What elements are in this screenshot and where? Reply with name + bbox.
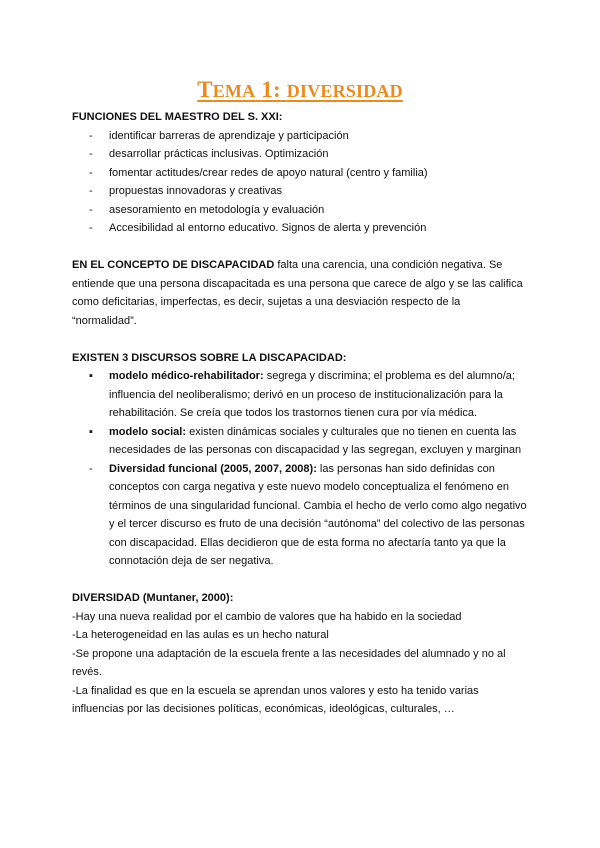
list-item: - propuestas innovadoras y creativas [72,182,528,201]
content-body [72,108,528,719]
dash-bullet: - [89,222,93,234]
discursos-list [72,367,528,571]
funciones-list [72,127,528,238]
diversidad-line: -La heterogeneidad en las aulas es un hecho natural [72,629,329,641]
list-item: - Accesibilidad al entorno educativo. Signos de alerta y prevención [72,219,528,238]
list-item: - identificar barreras de aprendizaje y participación [72,127,528,146]
list-item: ▪ modelo social: existen dinámicas sociales y culturales que no tienen en cuenta las necesidades de las personas con discapacidad y las segregan, excluyen y marginan [72,423,528,460]
section-heading-funciones: FUNCIONES DEL MAESTRO DEL S. XXI: [72,111,283,123]
dash-bullet: - [89,462,93,475]
square-bullet-icon: ▪ [89,425,93,438]
section-heading-diversidad: DIVERSIDAD (Muntaner, 2000): [72,592,234,604]
diversidad-line: -La finalidad es que en la escuela se aprendan unos valores y esto ha tenido varias influencias por las decisiones políticas, económicas, ideológicas, culturales, … [72,684,479,715]
dash-bullet: - [89,166,93,179]
discapacidad-paragraph: EN EL CONCEPTO DE DISCAPACIDAD falta una carencia, una condición negativa. Se entiende que una persona discapacitada es una persona que carece de algo y se las califica como deficitarias, imperfectas, es decir, sujetas a una desviación respecto de la “normalidad”. [72,259,523,327]
dash-bullet: - [89,185,93,197]
dash-bullet: - [89,148,93,160]
list-item: - asesoramiento en metodología y evaluación [72,201,528,220]
page-title: TEMA 1: DIVERSIDAD [197,77,403,102]
list-item: ▪ modelo médico-rehabilitador: segrega y discrimina; el problema es del alumno/a; influencia del neoliberalismo; derivó en un proceso de institucionalización para la rehabilitación. Se creía que todos los trastornos tienen cura por vía médica. [72,367,528,423]
list-item: - Diversidad funcional (2005, 2007, 2008): las personas han sido definidas con conceptos con carga negativa y este nuevo modelo conceptualiza el fenómeno en términos de una singularidad funcional. Cambia el hecho de verlo como algo negativo y el tercer discurso es fruto de una decisión “autónoma” del colectivo de las personas con discapacidad. Ellas decidieron que de esta forma no afectaría tanto ya que la connotación deja de ser negativa. [72,460,528,571]
diversidad-line: -Hay una nueva realidad por el cambio de valores que ha habido en la sociedad [72,610,462,623]
square-bullet-icon: ▪ [89,370,93,382]
dash-bullet: - [89,129,93,142]
diversidad-line: -Se propone una adaptación de la escuela frente a las necesidades del alumnado y no al revés. [72,647,506,678]
section-heading-discursos: EXISTEN 3 DISCURSOS SOBRE LA DISCAPACIDAD: [72,351,347,364]
list-item: - desarrollar prácticas inclusivas. Optimización [72,145,528,164]
list-item: - fomentar actitudes/crear redes de apoyo natural (centro y familia) [72,164,528,183]
dash-bullet: - [89,203,93,216]
